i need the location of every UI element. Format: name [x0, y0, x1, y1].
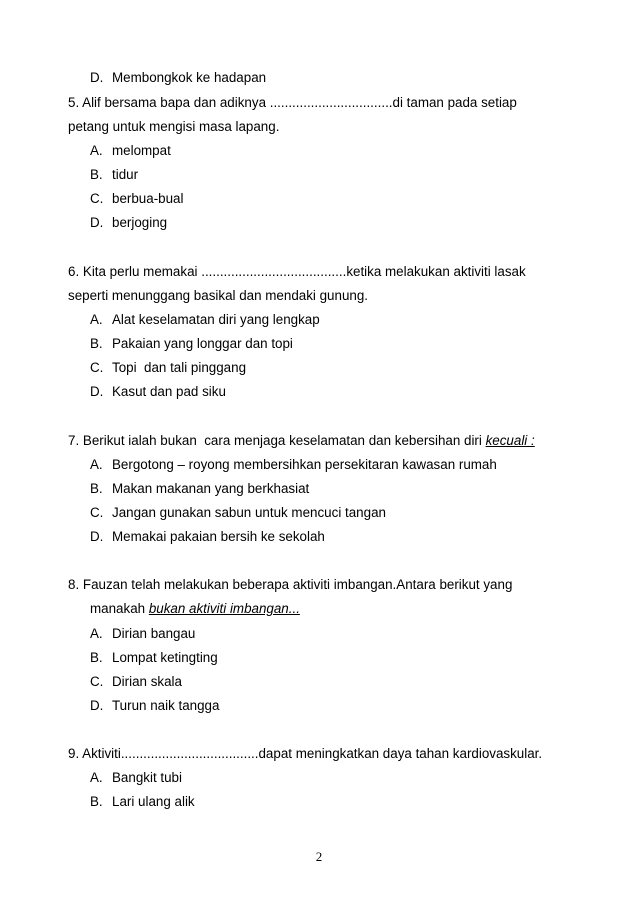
- option-text: Membongkok ke hadapan: [112, 70, 267, 85]
- option-letter: C.: [90, 191, 104, 206]
- option-text: tidur: [112, 167, 139, 182]
- q9-option-a: [90, 770, 182, 786]
- q5-option-c: [90, 191, 183, 207]
- option-letter: C.: [90, 674, 104, 689]
- option-text: Dirian bangau: [112, 626, 196, 641]
- q7-option-a: [90, 457, 497, 473]
- q8-question-text: manakah: [90, 601, 149, 616]
- q8-question-line-1: 8. Fauzan telah melakukan beberapa aktiviti imbangan.Antara berikut yang: [68, 577, 513, 592]
- option-text: Turun naik tangga: [112, 698, 220, 713]
- option-text: Alat keselamatan diri yang lengkap: [112, 312, 320, 327]
- option-letter: B.: [90, 794, 103, 809]
- option-letter: D.: [90, 529, 104, 544]
- q8-option-c: [90, 674, 182, 690]
- q6-option-d: [90, 384, 226, 400]
- option-text: Pakaian yang longgar dan topi: [112, 336, 293, 351]
- q6-option-c: [90, 360, 246, 376]
- option-text: Jangan gunakan sabun untuk mencuci tangan: [112, 505, 386, 520]
- q8-option-d: [90, 698, 219, 714]
- option-letter: C.: [90, 505, 104, 520]
- option-text: Bergotong – royong membersihkan persekitaran kawasan rumah: [112, 457, 497, 472]
- option-text: Bangkit tubi: [112, 770, 182, 785]
- option-letter: B.: [90, 167, 103, 182]
- q7-question-line-1: [68, 433, 535, 449]
- q6-option-b: [90, 336, 293, 352]
- q4-option-d: [90, 70, 266, 86]
- q7-option-c: [90, 505, 386, 521]
- option-text: Kasut dan pad siku: [112, 384, 226, 399]
- option-text: berbua-bual: [112, 191, 184, 206]
- option-letter: B.: [90, 336, 103, 351]
- option-letter: D.: [90, 215, 104, 230]
- option-letter: B.: [90, 650, 103, 665]
- option-letter: A.: [90, 143, 103, 158]
- q9-question-line-1: 9. Aktiviti.....................................dapat meningkatkan daya tahan kardiovaskular.: [68, 746, 543, 761]
- q6-question-line-1: 6. Kita perlu memakai .......................................ketika melakukan aktiviti lasak: [68, 264, 526, 279]
- q9-option-b: [90, 794, 195, 810]
- option-letter: A.: [90, 312, 103, 327]
- option-text: Memakai pakaian bersih ke sekolah: [112, 529, 325, 544]
- option-text: Makan makanan yang berkhasiat: [112, 481, 310, 496]
- option-letter: B.: [90, 481, 103, 496]
- q6-question-line-2: seperti menunggang basikal dan mendaki gunung.: [68, 288, 369, 303]
- q6-option-a: [90, 312, 320, 328]
- page-number: 2: [315, 849, 323, 864]
- option-text: berjoging: [112, 215, 168, 230]
- q8-emphasis: bukan aktiviti imbangan...: [148, 601, 300, 616]
- option-letter: D.: [90, 384, 104, 399]
- option-text: melompat: [112, 143, 171, 158]
- q8-option-a: [90, 626, 195, 642]
- q8-option-b: [90, 650, 218, 666]
- q7-emphasis: kecuali :: [485, 433, 535, 448]
- q5-question-line-1: 5. Alif bersama bapa dan adiknya .................................di taman pada setiap: [68, 95, 517, 110]
- q8-question-line-2: [90, 601, 300, 617]
- q5-option-d: [90, 215, 167, 231]
- option-text: Lompat ketingting: [112, 650, 218, 665]
- option-letter: A.: [90, 770, 103, 785]
- q5-option-a: [90, 143, 171, 159]
- option-letter: A.: [90, 457, 103, 472]
- option-letter: C.: [90, 360, 104, 375]
- q5-question-line-2: petang untuk mengisi masa lapang.: [68, 119, 280, 134]
- q7-question-text: 7. Berikut ialah bukan cara menjaga keselamatan dan kebersihan diri: [68, 433, 486, 448]
- q5-option-b: [90, 167, 138, 183]
- q7-option-d: [90, 529, 325, 545]
- option-letter: A.: [90, 626, 103, 641]
- option-text: Lari ulang alik: [112, 794, 195, 809]
- option-text: Dirian skala: [112, 674, 182, 689]
- option-letter: D.: [90, 698, 104, 713]
- q7-option-b: [90, 481, 309, 497]
- option-text: Topi dan tali pinggang: [112, 360, 247, 375]
- option-letter: D.: [90, 70, 104, 85]
